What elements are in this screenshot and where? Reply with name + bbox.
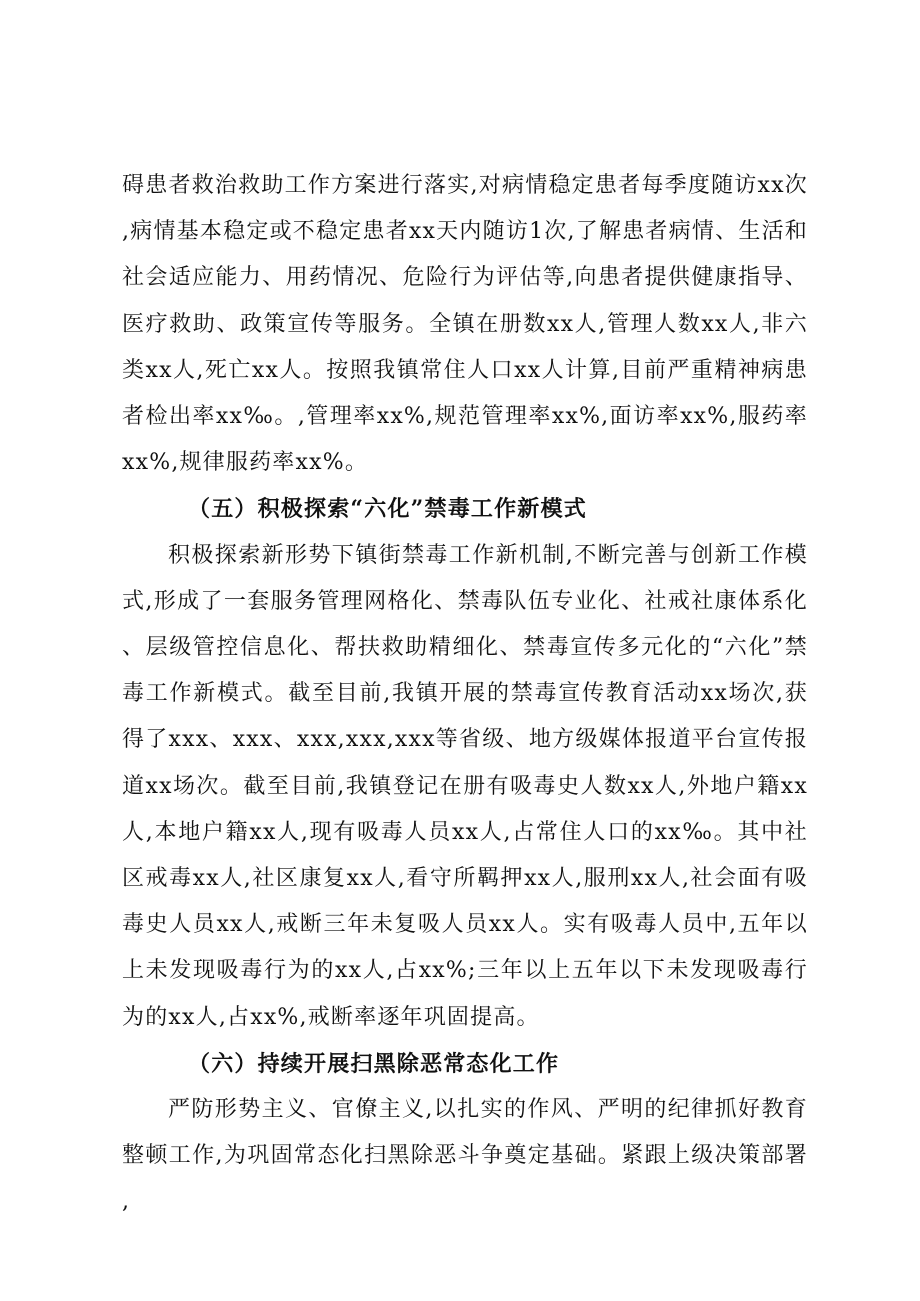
section-heading-anti-drug: （五）积极探索“六化”禁毒工作新模式: [188, 496, 587, 523]
paragraph-anti-gang-work: 严防形势主义、官僚主义,以扎实的作风、严明的纪律抓好教育整顿工作,为巩固常态化扫黑除恶斗争奠定基础。紧跟上级决策部署,: [122, 1097, 808, 1215]
paragraph-anti-drug-model: 积极探索新形势下镇街禁毒工作新机制,不断完善与创新工作模式,形成了一套服务管理网格化、禁毒队伍专业化、社戒社康体系化、层级管控信息化、帮扶救助精细化、禁毒宣传多元化的“六化”禁毒工作新模式。截至目前,我镇开展的禁毒宣传教育活动xx场次,获得了xxx、xxx、xxx,xxx,xxx等省级、地方级媒体报道平台宣传报道xx场次。截至目前,我镇登记在册有吸毒史人数xx人,外地户籍xx人,本地户籍xx人,现有吸毒人员xx人,占常住人口的xx‰。其中社区戒毒xx人,社区康复xx人,看守所羁押xx人,服刑xx人,社会面有吸毒史人员xx人,戒断三年未复吸人员xx人。实有吸毒人员中,五年以上未发现吸毒行为的xx人,占xx%;三年以上五年以下未发现吸毒行为的xx人,占xx%,戒断率逐年巩固提高。: [122, 542, 808, 1030]
document-body: [122, 163, 808, 1226]
paragraph-mental-health-followup: 碍患者救治救助工作方案进行落实,对病情稳定患者每季度随访xx次,病情基本稳定或不稳定患者xx天内随访1次,了解患者病情、生活和社会适应能力、用药情况、危险行为评估等,向患者提供健康指导、医疗救助、政策宣传等服务。全镇在册数xx人,管理人数xx人,非六类xx人,死亡xx人。按照我镇常住人口xx人计算,目前严重精神病患者检出率xx‰。,管理率xx%,规范管理率xx%,面访率xx%,服药率xx%,规律服药率xx%。: [122, 173, 808, 476]
section-heading-anti-gang: （六）持续开展扫黑除恶常态化工作: [188, 1050, 560, 1077]
